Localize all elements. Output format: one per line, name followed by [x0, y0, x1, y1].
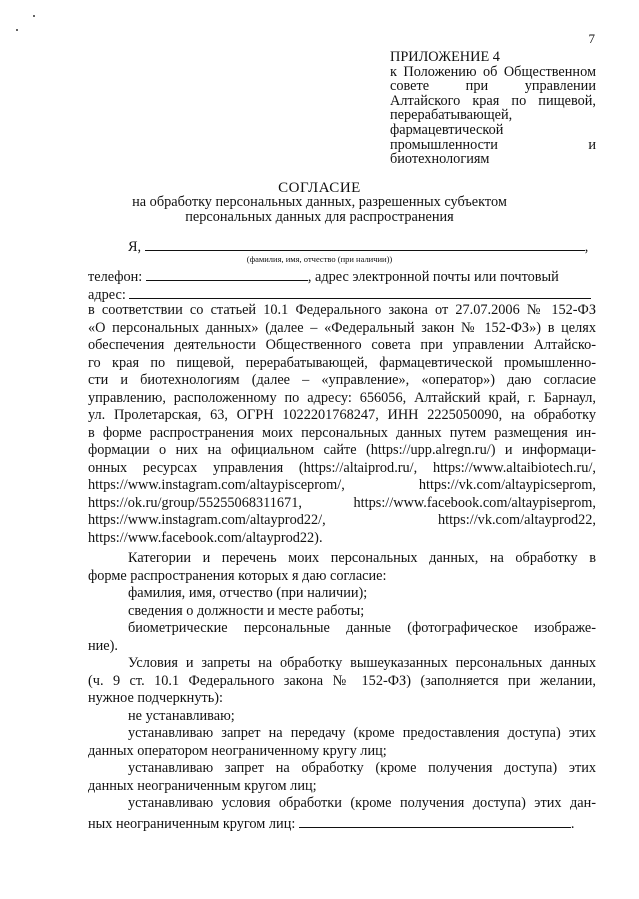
text-line: данных оператором неограниченному кругу лиц;	[88, 742, 387, 759]
text-line: данных неограниченным кругом лиц;	[88, 777, 317, 794]
text-line: (ч. 9 ст. 10.1 Федерального закона № 152-ФЗ) (заполняется при желании,	[88, 672, 596, 689]
conditions-field-row	[88, 813, 596, 834]
text-line: https://www.facebook.com/altayprod22).	[88, 529, 323, 546]
category-item: сведения о должности и месте работы;	[128, 602, 365, 619]
text-line: формации о них на официальном сайте (https://upp.alregn.ru/) и информаци-	[88, 442, 596, 458]
conditions-end: .	[570, 815, 575, 832]
appendix-heading: ПРИЛОЖЕНИЕ 4	[390, 49, 500, 65]
category-item: биометрические персональные данные (фотографическое изображе-	[128, 620, 596, 636]
name-comma: ,	[584, 239, 589, 255]
text-line: ул. Пролетарская, 63, ОГРН 1022201768247, ИНН 2225050090, на обработку	[88, 407, 596, 423]
phone-label: телефон:	[88, 269, 143, 285]
text-line: Категории и перечень моих персональных данных, на обработку в	[128, 550, 596, 566]
i-label: Я,	[128, 239, 142, 255]
text-line: обеспечения деятельности Общественного совета при управлении Алтайско-	[88, 337, 596, 353]
text-line: в соответствии со статьей 10.1 Федерального закона от 27.07.2006 № 152-ФЗ	[88, 302, 596, 318]
text-line: https://www.instagram.com/altaypiscеprom/, https://vk.com/altaypicsеprom,	[88, 477, 596, 493]
conditions-field[interactable]	[299, 813, 571, 828]
address-label: адрес:	[88, 287, 126, 303]
name-field[interactable]	[145, 236, 585, 251]
text-line: управлению, расположенному по адресу: 656056, Алтайский край, г. Барнаул,	[88, 389, 596, 406]
address-field[interactable]	[129, 284, 591, 299]
text-line: сти и биотехнологиям (далее – «управление», «оператор») даю согласие	[88, 372, 596, 388]
condition-option[interactable]: устанавливаю запрет на обработку (кроме получения доступа) этих	[128, 760, 596, 776]
text-line: https://ok.ru/group/55255068311671, https://www.facebook.com/altaypiseprom,	[88, 494, 596, 511]
text-line: https://www.instagram.com/altayprod22/, https://vk.com/altayprod22,	[88, 512, 596, 528]
categories-section	[88, 550, 596, 655]
text-line: онных ресурсах управления (https://altaiprod.ru/, https://www.altaibiotech.ru/,	[88, 459, 596, 476]
text-line: нужное подчеркнуть):	[88, 690, 223, 706]
text-line: Условия и запреты на обработку вышеуказанных персональных данных	[128, 655, 596, 671]
name-caption: (фамилия, имя, отчество (при наличии))	[246, 254, 393, 264]
text-line: «О персональных данных» (далее – «Федеральный закон № 152-ФЗ») в целях	[88, 319, 596, 336]
subtitle-line: персональных данных для распространения	[185, 208, 454, 225]
appendix-header	[390, 50, 596, 181]
category-item: фамилия, имя, отчество (при наличии);	[128, 585, 368, 601]
document-subtitle	[0, 195, 639, 224]
text-line: форме распространения которых я даю согласие:	[88, 567, 387, 584]
phone-field[interactable]	[146, 266, 308, 281]
text-line: ние).	[88, 637, 118, 654]
text-line: в форме распространения моих персональных данных путем размещения ин-	[88, 424, 596, 441]
scan-speck	[16, 29, 18, 31]
condition-option[interactable]: устанавливаю запрет на передачу (кроме предоставления доступа) этих	[128, 725, 596, 741]
page-number: 7	[588, 31, 595, 46]
scan-speck	[33, 15, 35, 17]
text-line: го края по пищевой, перерабатывающей, фармацевтической промышленно-	[88, 354, 596, 371]
condition-option[interactable]: не устанавливаю;	[128, 707, 235, 724]
text-line: ных неограниченным кругом лиц:	[88, 815, 296, 832]
condition-option[interactable]: устанавливаю условия обработки (кроме получения доступа) этих дан-	[128, 795, 596, 811]
document-title: СОГЛАСИЕ	[278, 180, 361, 196]
consent-main-text	[88, 302, 596, 547]
appendix-body: к Положению об Общественном совете при управлении Алтайского края по пищевой, перерабатывающей, фармацевтической промышленности и биотехнологиям	[390, 63, 596, 168]
subtitle-line: на обработку персональных данных, разрешенных субъектом	[132, 194, 507, 210]
email-label: , адрес электронной почты или почтовый	[307, 269, 559, 285]
conditions-section	[88, 655, 596, 833]
